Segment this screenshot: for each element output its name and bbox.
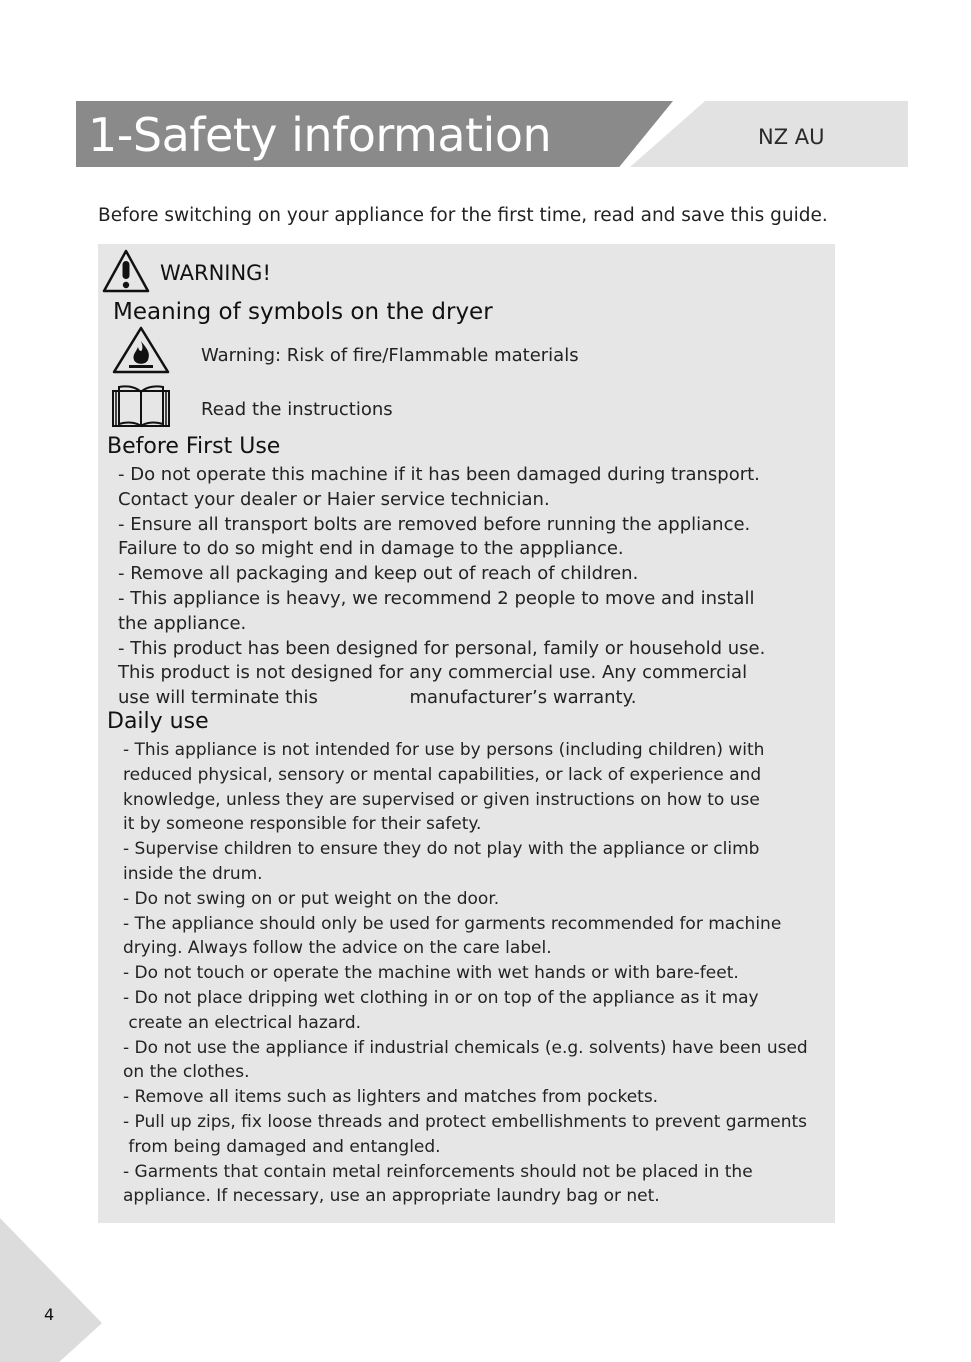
list-line: - This appliance is not intended for use by persons (including children) with (123, 740, 765, 760)
before-first-use-heading: Before First Use (107, 434, 281, 459)
flame-warning-icon (111, 325, 171, 375)
list-line: on the clothes. (123, 1062, 250, 1083)
list-line: - Supervise children to ensure they do not play with the appliance or climb (123, 839, 760, 860)
list-line: - Do not place dripping wet clothing in or on top of the appliance as it may (123, 987, 759, 1008)
list-line: knowledge, unless they are supervised or given instructions on how to use (123, 789, 760, 810)
list-line: - Do not use the appliance if industrial chemicals (e.g. solvents) have been used (123, 1037, 808, 1058)
page-number: 4 (44, 1305, 55, 1324)
list-line: - The appliance should only be used for garments recommended for machine (123, 913, 782, 934)
list-line: - This product has been designed for personal, family or household use. (118, 637, 766, 659)
intro-text: Before switching on your appliance for the first time, read and save this guide. (98, 205, 828, 226)
list-line: drying. Always follow the advice on the care label. (123, 938, 552, 959)
list-line: the appliance. (118, 612, 247, 634)
warning-title: WARNING! (160, 261, 271, 285)
symbol-instructions-text: Read the instructions (201, 399, 393, 420)
daily-use-list (123, 738, 808, 1209)
list-line: - Remove all packaging and keep out of reach of children. (118, 563, 639, 585)
open-book-icon (111, 383, 171, 428)
symbol-fire-text: Warning: Risk of fire/Flammable materials (201, 345, 579, 366)
list-line: from being damaged and entangled. (123, 1136, 441, 1157)
symbols-heading: Meaning of symbols on the dryer (113, 299, 493, 325)
warning-triangle-icon (101, 248, 151, 294)
page-corner-tab (0, 1218, 102, 1362)
list-line: create an electrical hazard. (123, 1012, 362, 1033)
list-line: - Do not operate this machine if it has been damaged during transport. (118, 464, 760, 485)
list-line: This product is not designed for any commercial use. Any commercial (118, 662, 748, 684)
region-label: NZ AU (758, 125, 825, 149)
list-line: reduced physical, sensory or mental capabilities, or lack of experience and (123, 764, 762, 785)
list-line: Contact your dealer or Haier service technician. (118, 488, 550, 510)
list-line: - Pull up zips, fix loose threads and protect embellishments to prevent garments (123, 1111, 808, 1132)
list-line: - This appliance is heavy, we recommend 2 people to move and install (118, 587, 755, 609)
list-line: - Garments that contain metal reinforcements should not be placed in the (123, 1161, 753, 1182)
list-line: inside the drum. (123, 863, 263, 884)
list-line: - Remove all items such as lighters and matches from pockets. (123, 1087, 659, 1108)
before-first-use-list (118, 463, 765, 711)
list-line: - Do not touch or operate the machine with wet hands or with bare-feet. (123, 963, 739, 984)
list-line: appliance. If necessary, use an appropriate laundry bag or net. (123, 1186, 660, 1207)
list-line: Failure to do so might end in damage to the apppliance. (118, 538, 624, 560)
list-line: - Ensure all transport bolts are removed before running the appliance. (118, 513, 751, 535)
list-line: use will terminate this manufacturer’s warranty. (118, 687, 637, 709)
list-line: it by someone responsible for their safety. (123, 814, 482, 835)
list-line: - Do not swing on or put weight on the door. (123, 888, 500, 909)
section-title: 1-Safety information (88, 108, 552, 162)
daily-use-heading: Daily use (107, 709, 209, 734)
